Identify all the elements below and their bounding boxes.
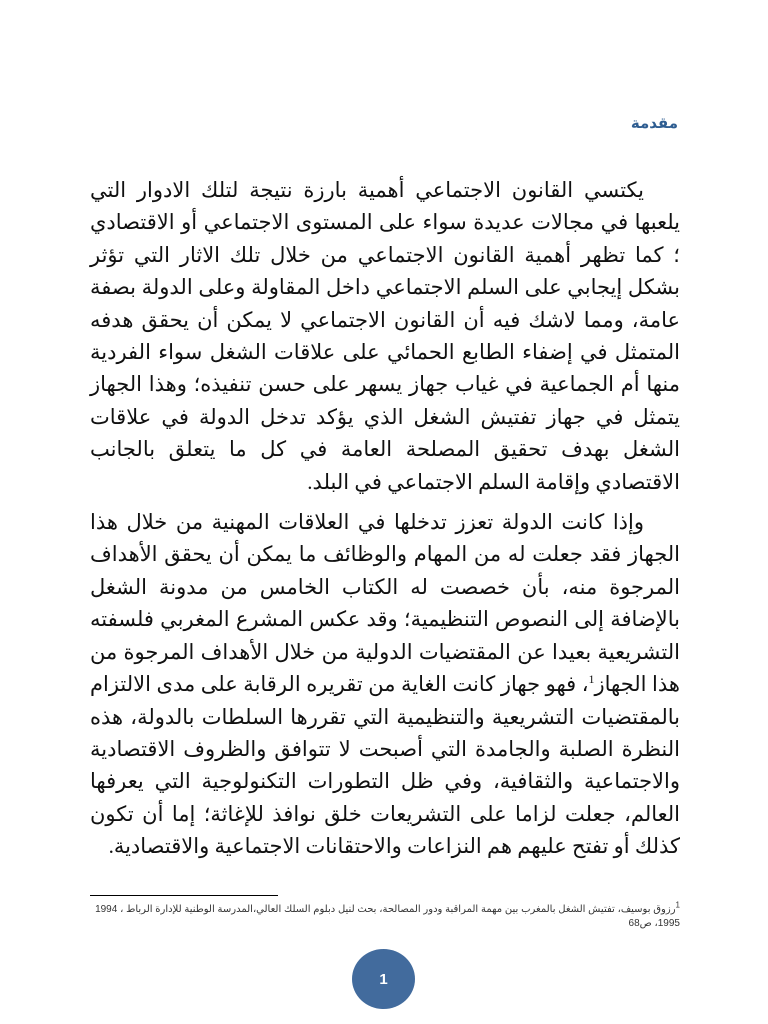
footnote-marker: 1	[675, 900, 680, 910]
footnote-text: رزوق بوسيف، تفتيش الشغل بالمغرب بين مهمة المراقبة ودور المصالحة، بحث لنيل دبلوم السلك العالي،المدرسة الوطنية للإدارة الرباط ، 1994 1995، ص68	[95, 904, 680, 929]
body-text	[90, 174, 680, 863]
footnote-reference[interactable]: 1	[588, 672, 595, 687]
page-number: 1	[379, 970, 388, 988]
paragraph-1: يكتسي القانون الاجتماعي أهمية بارزة نتيجة لتلك الادوار التي يلعبها في مجالات عديدة سواء على المستوى الاجتماعي أو الاقتصادي ؛ كما تظهر أهمية القانون الاجتماعي من خلال تلك الاثار التي تؤثر بشكل إيجابي على السلم الاجتماعي داخل المقاولة وعلى الدولة بصفة عامة، ومما لاشك فيه أن القانون الاجتماعي لا يمكن أن يحقق هدفه المتمثل في إضفاء الطابع الحمائي على علاقات الشغل سواء الفردية منها أم الجماعية في غياب جهاز يسهر على حسن تنفيذه؛ وهذا الجهاز يتمثل في جهاز تفتيش الشغل الذي يؤكد تدخل الدولة في علاقات الشغل بهدف تحقيق المصلحة العامة في كل ما يتعلق بالجانب الاقتصادي وإقامة السلم الاجتماعي في البلد.	[90, 178, 680, 494]
section-heading: مقدمة	[630, 115, 678, 132]
footnote-separator	[90, 895, 278, 896]
footnote	[90, 900, 680, 931]
paragraph-2-part-2: ، فهو جهاز كانت الغاية من تقريره الرقابة على مدى الالتزام بالمقتضيات التشريعية والتنظيمية التي تقررها السلطات بالدولة، هذه النظرة الصلبة والجامدة التي أصبحت لا تتوافق والظروف الاقتصادية والاجتماعية والثقافية، وفي ظل التطورات التكنولوجية التي يعرفها العالم، جعلت لزاما على التشريعات خلق نوافذ للإغاثة؛ إما أن تكون كذلك أو تفتح عليهم هم النزاعات والاحتقانات الاجتماعية والاقتصادية.	[90, 672, 680, 859]
page-number-badge	[352, 949, 415, 1009]
paragraph-2-part-1: وإذا كانت الدولة تعزز تدخلها في العلاقات المهنية من خلال هذا الجهاز فقد جعلت له من المهام والوظائف ما يمكن أن يحقق الأهداف المرجوة منه، بأن خصصت له الكتاب الخامس من مدونة الشغل بالإضافة إلى النصوص التنظيمية؛ وقد عكس المشرع المغربي فلسفته التشريعية بعيدا عن المقتضيات الدولية من خلال الأهداف المرجوة من هذا الجهاز	[90, 510, 680, 697]
paragraph-2	[90, 506, 680, 862]
